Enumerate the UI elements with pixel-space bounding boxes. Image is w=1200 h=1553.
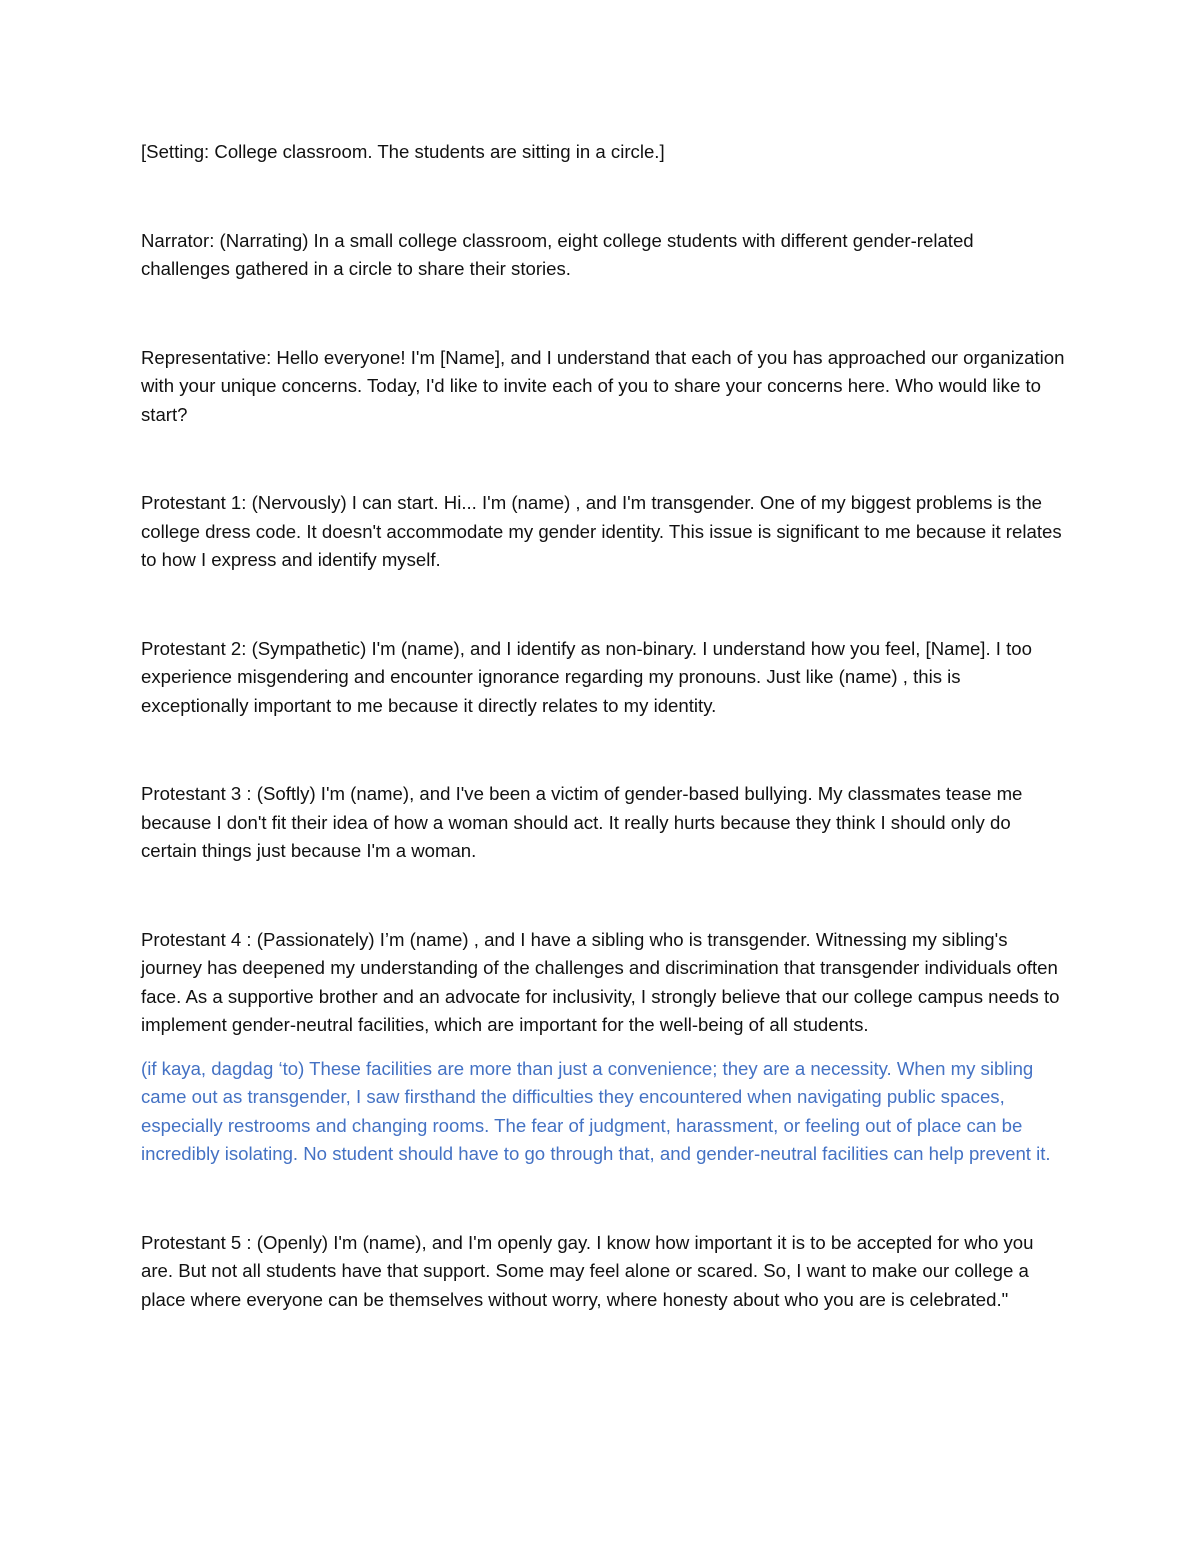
document-body [141,138,1066,1314]
narrator-paragraph: Narrator: (Narrating) In a small college classroom, eight college students with different gender-related challenges gathered in a circle to share their stories. [141,229,974,279]
setting-paragraph: [Setting: College classroom. The students are sitting in a circle.] [141,141,665,162]
protestant-1-paragraph: Protestant 1: (Nervously) I can start. Hi... I'm (name) , and I'm transgender. One of my biggest problems is the college dress code. It doesn't accommodate my gender identity. This issue is significant to me because it relates to how I express and identify myself. [141,492,1062,570]
protestant-3-paragraph: Protestant 3 : (Softly) I'm (name), and I've been a victim of gender-based bullying. My classmates tease me because I don't fit their idea of how a woman should act. It really hurts because they think I should only do certain things just because I'm a woman. [141,783,1023,861]
protestant-4-paragraph: Protestant 4 : (Passionately) I’m (name) , and I have a sibling who is transgender. Witnessing my sibling's journey has deepened my understanding of the challenges and discrimination that transgender individuals often face. As a supportive brother and an advocate for inclusivity, I strongly believe that our college campus needs to implement gender-neutral facilities, which are important for the well-being of all students. [141,928,1060,1035]
representative-paragraph: Representative: Hello everyone! I'm [Name], and I understand that each of you has approached our organization with your unique concerns. Today, I'd like to invite each of you to share your concerns here. Who would like to start? [141,346,1065,425]
protestant-4-optional-note: (if kaya, dagdag ‘to) These facilities are more than just a convenience; they are a necessity. When my sibling came out as transgender, I saw firsthand the difficulties they encountered when navigating public spaces, especially restrooms and changing rooms. The fear of judgment, harassment, or feeling out of place can be incredibly isolating. No student should have to go through that, and gender-neutral facilities can help prevent it. [141,1057,1051,1164]
protestant-5-paragraph: Protestant 5 : (Openly) I'm (name), and I'm openly gay. I know how important it is to be accepted for who you are. But not all students have that support. Some may feel alone or scared. So, I want to make our college a place where everyone can be themselves without worry, where honesty about who you are is celebrated." [141,1231,1034,1310]
protestant-2-paragraph: Protestant 2: (Sympathetic) I'm (name), and I identify as non-binary. I understand how you feel, [Name]. I too experience misgendering and encounter ignorance regarding my pronouns. Just like (name) , this is exceptionally important to me because it directly relates to my identity. [141,637,1032,716]
